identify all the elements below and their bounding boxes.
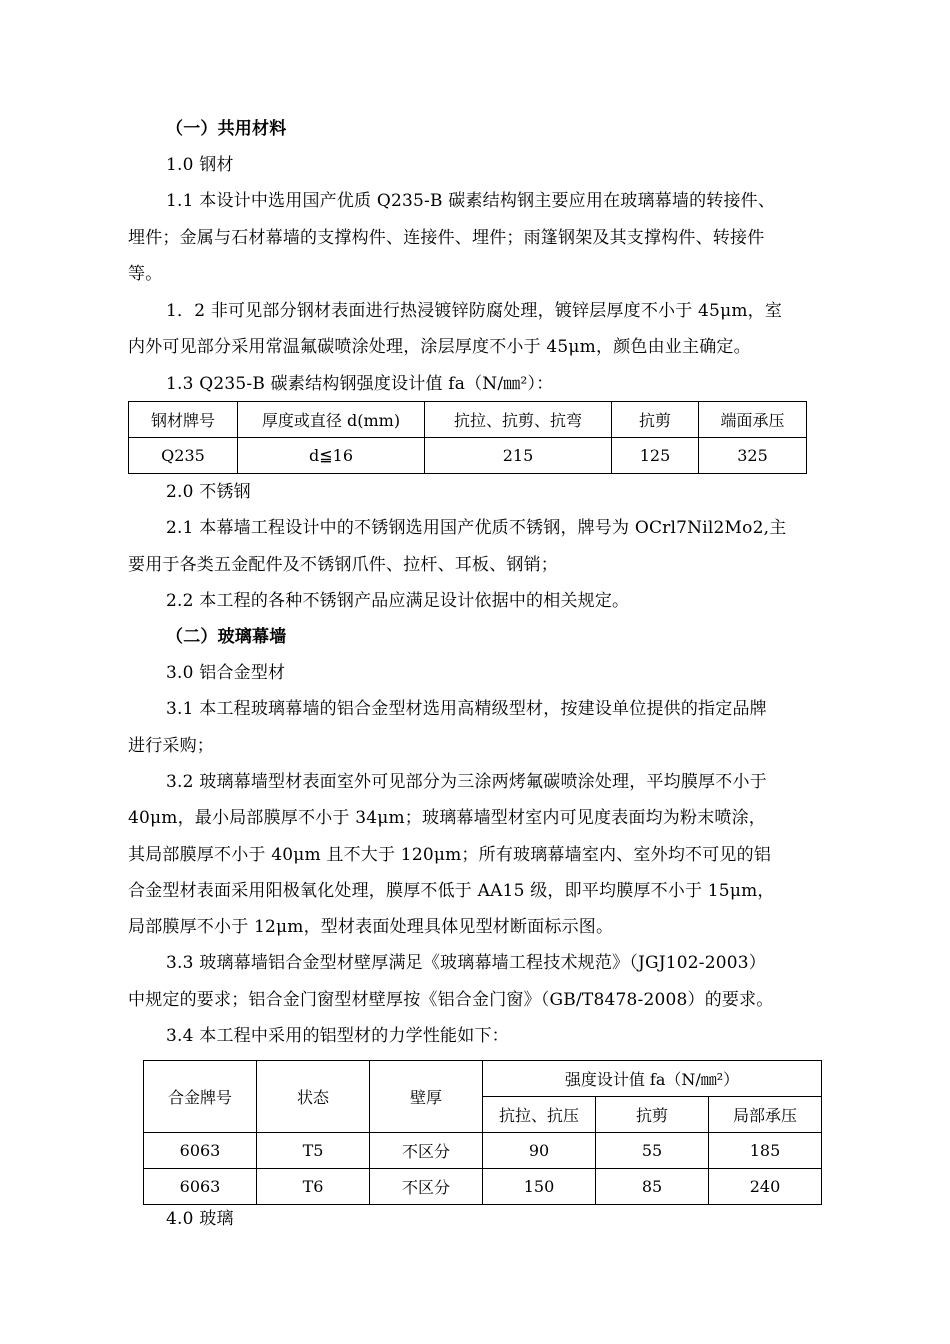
table-row — [129, 438, 807, 474]
table-header-cell: 抗剪 — [612, 402, 699, 438]
paragraph-3-2-line3: 其局部膜厚不小于 40μm 且不大于 120μm；所有玻璃幕墙室内、室外均不可见的铝 — [128, 845, 772, 865]
paragraph-3-3-line1: 3.3 玻璃幕墙铝合金型材壁厚满足《玻璃幕墙工程技术规范》（JGJ102-2003） — [166, 953, 767, 973]
paragraph-2-1-line1: 2.1 本幕墙工程设计中的不锈钢选用国产优质不锈钢，牌号为 OCrl7Nil2Mo2,主 — [166, 518, 787, 538]
paragraph-3-2-line5: 局部膜厚不小于 12μm，型材表面处理具体见型材断面标示图。 — [128, 917, 614, 937]
table-header-row — [129, 402, 807, 438]
table-cell: 不区分 — [370, 1169, 483, 1205]
subheading-steel: 1.0 钢材 — [166, 155, 234, 175]
table-cell: 90 — [483, 1133, 596, 1169]
table-cell: T5 — [257, 1133, 370, 1169]
subheading-stainless-steel: 2.0 不锈钢 — [166, 482, 251, 502]
table-header-cell: 端面承压 — [699, 402, 807, 438]
table-cell: 6063 — [144, 1133, 257, 1169]
table-header-cell: 抗拉、抗剪、抗弯 — [425, 402, 612, 438]
paragraph-1-2-line2: 内外可见部分采用常温氟碳喷涂处理，涂层厚度不小于 45μm，颜色由业主确定。 — [128, 337, 751, 357]
table-cell: 85 — [596, 1169, 709, 1205]
paragraph-1-1-line1: 1.1 本设计中选用国产优质 Q235-B 碳素结构钢主要应用在玻璃幕墙的转接件、 — [166, 191, 776, 211]
table-header-row — [144, 1061, 822, 1097]
table-header-cell: 合金牌号 — [144, 1061, 257, 1133]
table-header-cell: 厚度或直径 d(mm) — [238, 402, 425, 438]
table-cell: 240 — [709, 1169, 822, 1205]
subheading-glass: 4.0 玻璃 — [166, 1209, 234, 1229]
table-row — [144, 1169, 822, 1205]
section-heading-glass-curtain-wall: （二）玻璃幕墙 — [166, 627, 287, 647]
table-header-cell: 壁厚 — [370, 1061, 483, 1133]
table-cell: 125 — [612, 438, 699, 474]
paragraph-3-4: 3.4 本工程中采用的铝型材的力学性能如下： — [166, 1026, 509, 1046]
paragraph-3-2-line1: 3.2 玻璃幕墙型材表面室外可见部分为三涂两烤氟碳喷涂处理，平均膜厚不小于 — [166, 772, 767, 792]
table-row — [144, 1133, 822, 1169]
table-header-cell: 状态 — [257, 1061, 370, 1133]
paragraph-1-2-line1: 1．2 非可见部分钢材表面进行热浸镀锌防腐处理，镀锌层厚度不小于 45μm，室 — [166, 301, 783, 321]
paragraph-2-2: 2.2 本工程的各种不锈钢产品应满足设计依据中的相关规定。 — [166, 591, 630, 611]
paragraph-3-1-line1: 3.1 本工程玻璃幕墙的铝合金型材选用高精级型材，按建设单位提供的指定品牌 — [166, 699, 767, 719]
table-cell: T6 — [257, 1169, 370, 1205]
paragraph-3-1-line2: 进行采购； — [128, 736, 214, 756]
table-cell: Q235 — [129, 438, 238, 474]
paragraph-3-2-line2: 40μm，最小局部膜厚不小于 34μm；玻璃幕墙型材室内可见度表面均为粉末喷涂， — [128, 808, 767, 828]
table-header-cell: 抗拉、抗压 — [483, 1097, 596, 1133]
paragraph-1-1-line2: 埋件；金属与石材幕墙的支撑构件、连接件、埋件；雨篷钢架及其支撑构件、转接件 — [128, 228, 765, 248]
paragraph-1-1-line3: 等。 — [128, 264, 163, 284]
table-header-cell: 局部承压 — [709, 1097, 822, 1133]
table-cell: 185 — [709, 1133, 822, 1169]
paragraph-2-1-line2: 要用于各类五金配件及不锈钢爪件、拉杆、耳板、钢销； — [128, 555, 558, 575]
table-header-cell: 钢材牌号 — [129, 402, 238, 438]
subheading-aluminum-profiles: 3.0 铝合金型材 — [166, 663, 286, 683]
table-cell: 不区分 — [370, 1133, 483, 1169]
paragraph-3-3-line2: 中规定的要求；铝合金门窗型材壁厚按《铝合金门窗》（GB/T8478-2008）的要求。 — [128, 990, 774, 1010]
table-cell: 55 — [596, 1133, 709, 1169]
aluminum-properties-table — [143, 1060, 822, 1205]
table-cell: d≦16 — [238, 438, 425, 474]
table-header-cell: 强度设计值 fa（N/㎜²） — [483, 1061, 822, 1097]
table-cell: 325 — [699, 438, 807, 474]
steel-strength-table — [128, 401, 807, 474]
paragraph-3-2-line4: 合金型材表面采用阳极氧化处理，膜厚不低于 AA15 级，即平均膜厚不小于 15μm， — [128, 881, 775, 901]
paragraph-1-3: 1.3 Q235-B 碳素结构钢强度设计值 fa（N/㎜²）： — [166, 374, 554, 394]
table-cell: 6063 — [144, 1169, 257, 1205]
table-cell: 215 — [425, 438, 612, 474]
table-header-cell: 抗剪 — [596, 1097, 709, 1133]
table-cell: 150 — [483, 1169, 596, 1205]
section-heading-common-materials: （一）共用材料 — [166, 119, 287, 139]
